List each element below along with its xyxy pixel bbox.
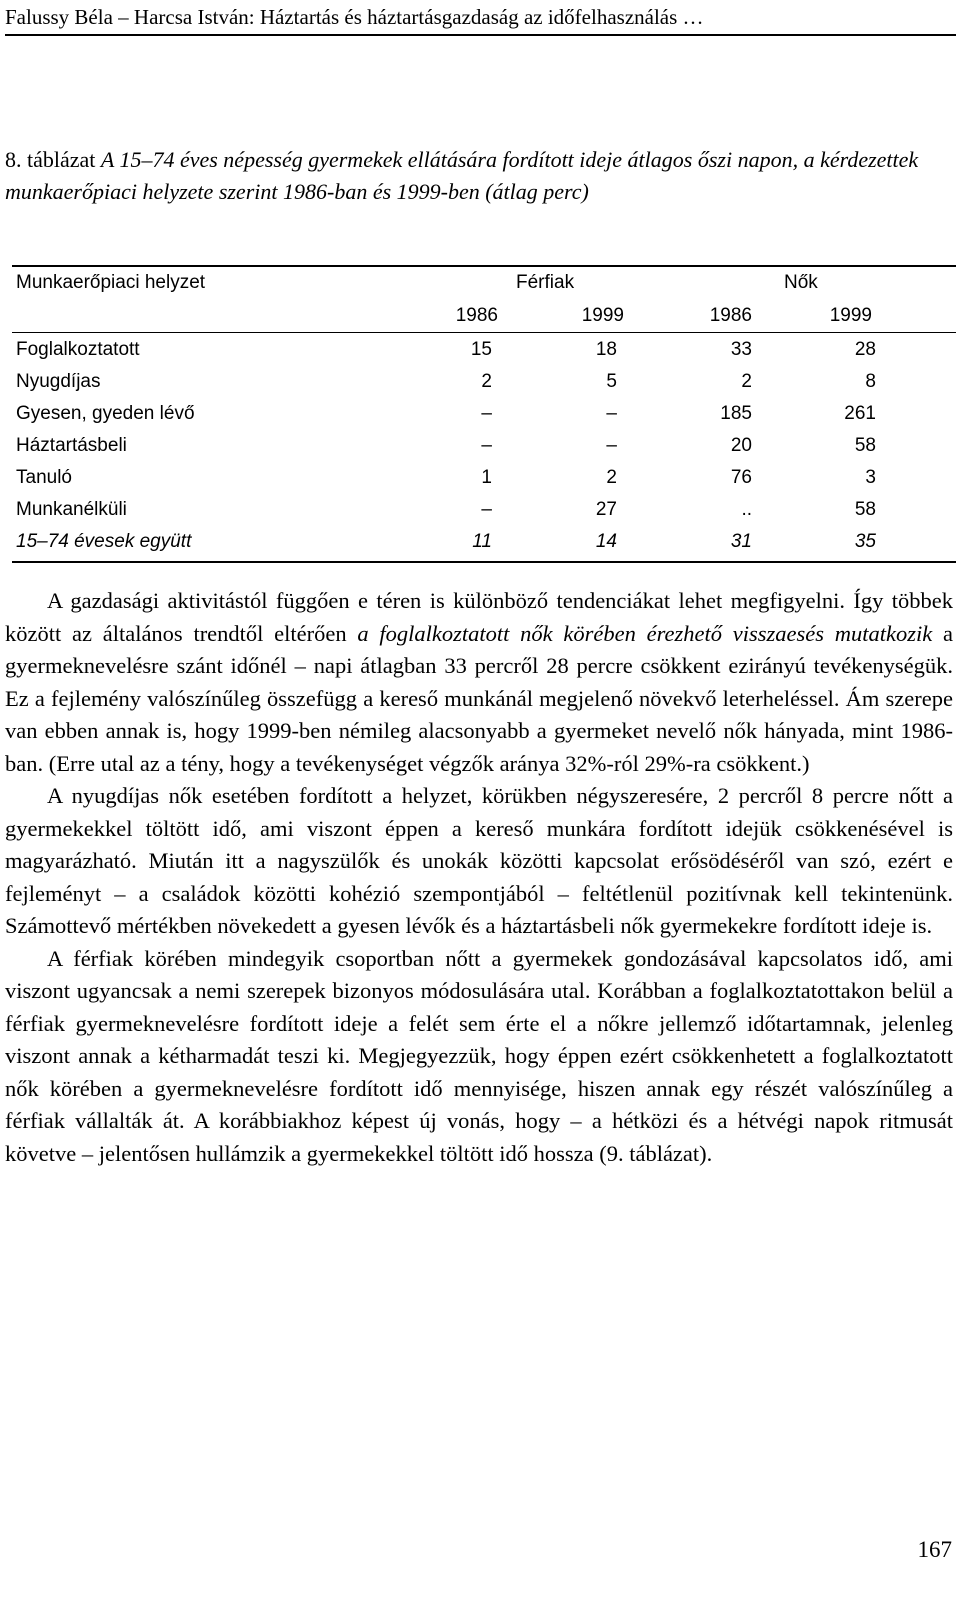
table-cell: – [606, 435, 617, 456]
table-cell: – [606, 403, 617, 424]
table-cell: 58 [854, 435, 876, 456]
header-bottom-rule [12, 332, 956, 333]
paragraph-text: a gyermeknevelésre szánt időnél – napi átlagban 33 percről 28 percre csökkent ezirányú tevékenységük. Ez a fejlemény valószínűleg összefügg a kereső munkánál megjelenő növekvő leterheléssel. Ám szerepe van ebben annak is, hogy 1999-ben némileg alacsonyabb a gyermeket nevelő nők hányada, mint 1986-ban. (Erre utal az a tény, hogy a tevékenységet végzők aránya 32%-ról 29%-ra csökkent.) [5, 620, 953, 776]
table-row-label: Foglalkoztatott [16, 339, 140, 360]
table-cell: – [481, 435, 492, 456]
year-header: 1986 [709, 305, 752, 326]
table-cell: 15 [470, 339, 492, 360]
header-rule [5, 34, 956, 36]
table-top-rule [12, 265, 956, 267]
group-header-men: Férfiak [516, 272, 575, 293]
paragraph [5, 585, 953, 780]
table-cell: – [481, 499, 492, 520]
table-cell: 261 [844, 403, 876, 424]
table-row-label: Nyugdíjas [16, 371, 101, 392]
year-header: 1986 [455, 305, 498, 326]
table-row-label: Háztartásbeli [16, 435, 127, 456]
table-cell: 8 [865, 371, 876, 392]
caption-prefix: 8. táblázat [5, 147, 96, 172]
table-cell: 28 [854, 339, 876, 360]
row-header: Munkaerőpiaci helyzet [16, 272, 206, 293]
table-cell: 76 [730, 467, 752, 488]
table-total-cell: 11 [472, 531, 492, 552]
table-row-label: Gyesen, gyeden lévő [16, 403, 195, 424]
table-cell: 18 [595, 339, 617, 360]
paragraph: A férfiak körében mindegyik csoportban nőtt a gyermekek gondozásával kapcsolatos idő, ami viszont ugyancsak a nemi szerepek bizonyos módosulására utal. Korábban a foglalkoztatottakon belül a férfiak gyermeknevelésre fordított ideje a felét sem érte el a nőkre jellemző időtartamnak, jelenleg viszont annak a kétharmadát teszi ki. Megjegyezzük, hogy éppen ezért csökkenhetett a foglalkoztatott nők körében a gyermeknevelésre fordított idő mennyisége, hiszen annak egy részét valószínűleg a férfiak vállalták át. A korábbiakhoz képest új vonás, hogy – a hétközi és a hétvégi napok ritmusát követve – jelentősen hullámzik a gyermekekkel töltött idő hossza (9. táblázat). [5, 945, 953, 1166]
year-header: 1999 [581, 305, 624, 326]
table-cell: 1 [481, 467, 492, 488]
table-cell: 2 [481, 371, 492, 392]
table-cell: – [481, 403, 492, 424]
table-cell: 5 [606, 371, 617, 392]
table-cell: 58 [854, 499, 876, 520]
table-cell: 185 [720, 403, 752, 424]
table-total-cell: 31 [730, 531, 752, 552]
table-caption [5, 144, 953, 208]
table-cell: 2 [741, 371, 752, 392]
paragraph: A nyugdíjas nők esetében fordított a helyzet, körükben négyszeresére, 2 percről 8 percre nőtt a gyermekekkel töltött idő, ami viszont éppen a kereső munkára fordított idejük csökkenésével is magyarázható. Miután itt a nagyszülők és unokák közötti kapcsolat erősödéséről van szó, ezért e fejleményt – a családok közötti kohézió szempontjából – feltétlenül pozitívnak kell tekintenünk. Számottevő mértékben növekedett a gyesen lévők és a háztartásbeli nők gyermekekre fordított ideje is. [5, 783, 953, 938]
running-header: Falussy Béla – Harcsa István: Háztartás és háztartásgazdaság az időfelhasználás … [5, 5, 704, 29]
year-header: 1999 [829, 305, 872, 326]
body-text [5, 585, 953, 1170]
group-header-women: Nők [784, 272, 818, 293]
table-total-cell: 35 [854, 531, 876, 552]
table-cell: 27 [595, 499, 617, 520]
caption-unit: (átlag perc) [485, 179, 589, 204]
table-cell: 20 [730, 435, 752, 456]
paragraph-text: A gazdasági aktivitástól függően e téren is különböző tendenciákat lehet megfigyelni. Így többek között az általános trendtől eltérően [5, 588, 953, 646]
page-number: 167 [917, 1537, 952, 1562]
table-total-label: 15–74 évesek együtt [16, 531, 192, 552]
table-row-label: Tanuló [16, 467, 72, 488]
table-cell: .. [741, 499, 752, 520]
emphasis-text: a foglalkoztatott nők körében érezhető visszaesés mutatkozik [357, 620, 933, 646]
caption-title: A 15–74 éves népesség gyermekek ellátására fordított ideje átlagos őszi napon, a kérdezettek munkaerőpiaci helyzete szerint 1986-ban és 1999-ben [5, 147, 919, 204]
table-cell: 33 [730, 339, 752, 360]
table-row-label: Munkanélküli [16, 499, 127, 520]
table-total-cell: 14 [595, 531, 617, 552]
table-cell: 3 [865, 467, 876, 488]
table-cell: 2 [606, 467, 617, 488]
table-bottom-rule [12, 561, 956, 563]
